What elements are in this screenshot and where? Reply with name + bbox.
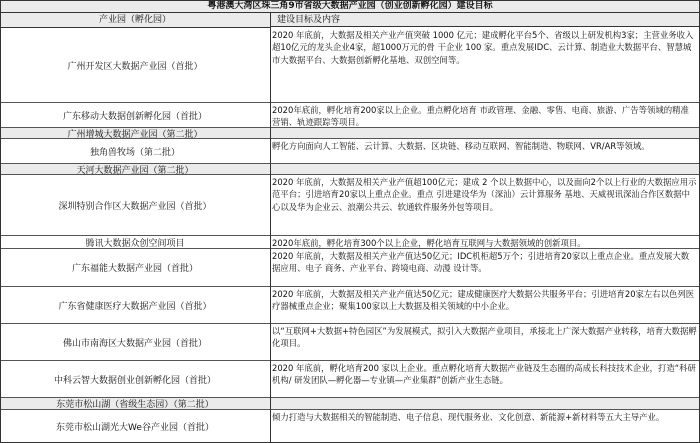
- park-goal: 2020 年底前，大数据及相关产业产值超100亿元；建成 2 个以上数据中心，以及面向2个以上行业的大数据应用示范平台；引进培育20家以上重点企业。重点 引进建设华为（深汕）云计算服务 基地、天威视讯深汕合作区数据中 心以及华为企业云、浪潮公共云、软通软件服务外包等项目。: [272, 177, 697, 212]
- park-name: 天河大数据产业园（第二批）: [76, 165, 194, 174]
- park-name: 广东福能大数据产业园（首批）: [71, 264, 198, 274]
- park-goal: 2020 年底前，大数据及相关产业产值达50亿元；IDC机柜超5万个；引进培育20家以上重点企业。重点发展大数据应用、电子 商务、产业平台、跨境电商、动漫 设计等。: [272, 251, 690, 274]
- park-goal: [272, 164, 697, 174]
- park-goal: 倾力打造与大数据相关的智能制造、电子信息、现代服务业、文化创意、新能源+新材料等五大主导产业。: [272, 412, 665, 422]
- table-row: [0, 28, 700, 103]
- park-name: 广东移动大数据创新孵化园（首批）: [62, 111, 207, 122]
- table-title: 粤港澳大湾区珠三角9市省级大数据产业园（创业创新孵化园）建设目标: [0, 0, 700, 13]
- column-header-park: 产业园（孵化园）: [0, 13, 270, 28]
- park-goal: 2020 年底前，大数据及相关产业产值达50亿元；建成健康医疗大数据公共服务平台；引进培育20家左右以色列医疗器械重点企业；聚集100家以上大数据及相关领域的中小企业。: [272, 289, 695, 312]
- park-name: 中科云智大数据创业创新孵化园（首批）: [53, 375, 216, 386]
- table-row: [0, 103, 700, 128]
- park-name: 独角兽牧场（第二批）: [89, 147, 180, 158]
- table-row: [0, 410, 700, 443]
- table-row: [0, 139, 700, 164]
- park-name: 广州增城大数据产业园（第二批）: [67, 129, 203, 138]
- table-row: [0, 175, 700, 236]
- table-row: [0, 361, 700, 398]
- table-row: [0, 324, 700, 361]
- park-name: 广州开发区大数据产业园（首批）: [67, 61, 203, 72]
- park-goal: 2020年底前，孵化培育200家以上企业。重点孵化培育 市政管理、金融、零售、电商、旅游、广告等领域的精准营销、轨迹跟踪等项目。: [272, 105, 689, 127]
- table-row: [0, 249, 700, 287]
- table-row: [0, 398, 700, 410]
- park-goal: 2020 年底前，孵化培育200 家以上企业。重点孵化培育大数据产业链及生态圈的高成长科技技术企业，打造“科研机构/ 研发团队—孵化器—专业镇—产业集群”创新产业生态链。: [272, 363, 696, 386]
- table-row: [0, 236, 700, 249]
- park-name: 广东省健康医疗大数据产业园（首批）: [58, 301, 212, 312]
- park-goal: [272, 398, 697, 409]
- park-name: 东莞市松山湖光大We谷产业园（首批）: [56, 423, 214, 433]
- park-name: 东莞市松山湖（省级生态园）（第二批）: [56, 400, 214, 409]
- park-name: 深圳特别合作区大数据产业园（首批）: [58, 201, 212, 212]
- park-goal: 2020年底前，孵化培育300个以上企业，孵化培育互联网与大数据领域的创新项目。: [272, 238, 586, 248]
- park-goal: 2020 年底前，大数据及相关产业产值突破 1000 亿元；建成孵化平台5个、省级以上研发机构3家；主营业务收入超10亿元的龙头企业4家，超1000万元的骨 干企业 100 家。重点发展IDC、云计算、制造业大数据平台、智慧城市大数据平台、大数据创新孵化基地、双创空间等。: [272, 30, 694, 65]
- table-row: [0, 164, 700, 175]
- park-name: 腾讯大数据众创空间项目: [85, 238, 185, 248]
- park-goal: [272, 128, 697, 138]
- park-name: 佛山市南海区大数据产业园（首批）: [62, 338, 207, 349]
- column-divider: [270, 12, 271, 443]
- table-row: [0, 128, 700, 139]
- park-goal: 以“互联网+大数据+特色园区”为发展模式，拟引入大数据产业项目，承接北上广深大数据产业转移，培育大数据孵化项目。: [272, 326, 697, 349]
- park-goal: 孵化方向面向人工智能、云计算、大数据、区块链、移动互联网、智能制造、物联网、VR/AR等领域。: [272, 141, 650, 151]
- column-header-goal: 建设目标及内容: [271, 13, 700, 27]
- table-row: [0, 287, 700, 324]
